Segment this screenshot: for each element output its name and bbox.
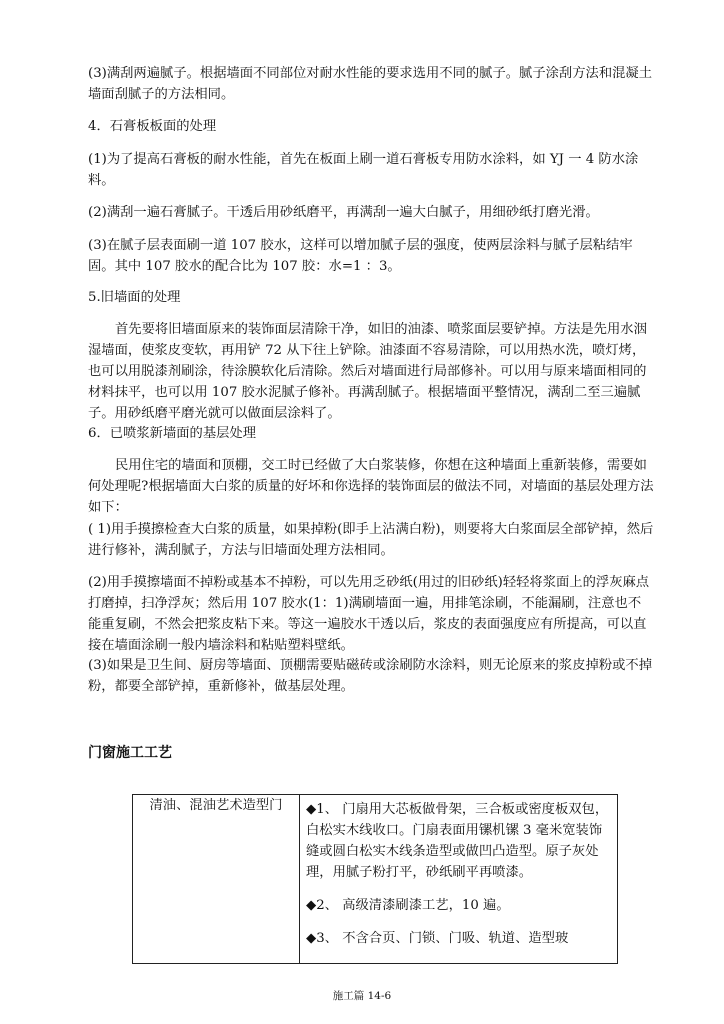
page-footer: 施工篇 14-6	[332, 990, 392, 1002]
paragraph-bathroom-kitchen: (3)如果是卫生间、厨房等墙面、顶棚需要贴磁砖或涂刷防水涂料，则无论原来的浆皮掉粉或不掉粉，都要全部铲掉，重新修补，做基层处理。	[88, 658, 653, 694]
list-item: ◆3、 不含合页、门锁、门吸、轨道、造型玻	[306, 931, 569, 946]
heading-gypsum-board: 4．石膏板板面的处理	[88, 119, 217, 134]
list-item: ◆1、 门扇用大芯板做骨架，三合板或密度板双包，白松实木线收口。门扇表面用镙机镙 3 毫米宽装饰缝或圆白松实木线条造型或做凹凸造型。原子灰处理，用腻子粉打平，砂纸刷平再喷漆。	[306, 802, 609, 880]
paragraph-gypsum-waterproof: (1)为了提高石膏板的耐水性能，首先在板面上刷一道石膏板专用防水涂料，如 YJ 一 4 防水涂料。	[88, 152, 639, 188]
heading-old-wall: 5.旧墙面的处理	[88, 290, 181, 305]
paragraph-old-wall: 首先要将旧墙面原来的装饰面层清除干净，如旧的油漆、喷浆面层要铲掉。方法是先用水洇湿墙面，使浆皮变软，再用铲 72 从下往上铲除。油漆面不容易清除，可以用热水洗，喷灯烤，也可以用脱漆剂刷涂，待涂膜软化后清除。然后对墙面进行局部修补。可以用与原来墙面相同的材料抹平，也可以用 107 胶水泥腻子修补。再满刮腻子。根据墙面平整情况，满刮二至三遍腻子。用砂纸磨平磨光就可以做面层涂料了。	[88, 322, 647, 421]
paragraph-107-glue: (3)在腻子层表面刷一道 107 胶水，这样可以增加腻子层的强度，使两层涂料与腻子层粘结牢固。其中 107 胶水的配合比为 107 胶：水=1 ：3。	[88, 238, 633, 274]
paragraph-gypsum-putty: (2)满刮一遍石膏腻子。干透后用砂纸磨平，再满刮一遍大白腻子，用细砂纸打磨光滑。	[88, 205, 599, 220]
heading-sprayed-wall: 6．已喷浆新墙面的基层处理	[88, 426, 257, 441]
paragraph-powder-check: ( 1)用手摸擦检查大白浆的质量，如果掉粉(即手上沾满白粉)，则要将大白浆面层全部铲掉，然后进行修补，满刮腻子，方法与旧墙面处理方法相同。	[88, 522, 654, 558]
table-description-cell	[300, 795, 618, 964]
table-row	[133, 795, 618, 964]
list-item: ◆2、 高级清漆刷漆工艺，10 遍。	[306, 898, 510, 913]
paragraph-sprayed-wall-intro: 民用住宅的墙面和顶棚，交工时已经做了大白浆装修，你想在这种墙面上重新装修，需要如何处理呢?根据墙面大白浆的质量的好坏和你选择的装饰面层的做法不同，对墙面的基层处理方法如下：	[88, 458, 654, 515]
paragraph-no-powder: (2)用手摸擦墙面不掉粉或基本不掉粉，可以先用乏砂纸(用过的旧砂纸)轻轻将浆面上的浮灰麻点打磨掉，扫净浮灰；然后用 107 胶水(1：1)满刷墙面一遍，用排笔涂刷，不能漏刷，注意也不能重复刷，不然会把浆皮粘下来。等这一遍胶水干透以后，浆皮的表面强度应有所提高，可以直接在墙面涂刷一般内墙涂料和粘贴塑料壁纸。	[88, 575, 650, 653]
table-row-label: 清油、混油艺术造型门	[133, 795, 300, 964]
process-table	[132, 794, 618, 964]
paragraph-putty-two-coats: (3)满刮两遍腻子。根据墙面不同部位对耐水性能的要求选用不同的腻子。腻子涂刮方法和混凝土墙面刮腻子的方法相同。	[88, 66, 653, 102]
section-title-door-window: 门窗施工工艺	[88, 745, 172, 761]
